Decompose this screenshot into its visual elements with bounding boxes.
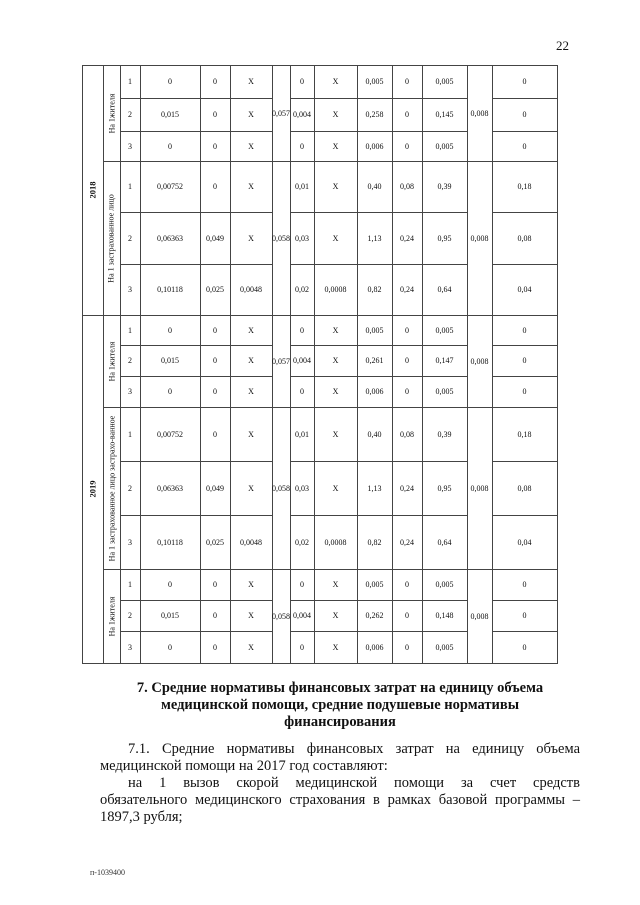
paragraph-line: 7.1. Средние нормативы финансовых затрат на единицу объема bbox=[128, 741, 580, 757]
value-cell: Х bbox=[332, 141, 339, 151]
value-cell: 0,005 bbox=[435, 580, 454, 589]
value-cell: 0 bbox=[213, 580, 217, 589]
value-cell: Х bbox=[332, 233, 339, 243]
paragraph-line: медицинской помощи на 2017 год составляют: bbox=[100, 758, 388, 774]
value-cell: 0,0008 bbox=[324, 285, 347, 294]
value-cell: Х bbox=[332, 483, 339, 493]
value-cell: Х bbox=[248, 580, 254, 589]
value-cell: 0,148 bbox=[435, 611, 454, 620]
value-cell: 0 bbox=[213, 642, 217, 652]
value-cell: Х bbox=[248, 483, 254, 493]
row-group-label bbox=[103, 65, 120, 161]
value-cell: 0,04 bbox=[517, 285, 532, 294]
value-cell: 1,13 bbox=[367, 233, 382, 243]
merged-value-cell: 0,058 bbox=[272, 611, 290, 621]
value-cell: 0,015 bbox=[161, 611, 179, 620]
row-number-cell: 3 bbox=[128, 285, 132, 294]
row-group-label-text: На 1жителя bbox=[107, 341, 117, 381]
value-cell: 0 bbox=[300, 325, 304, 335]
value-cell: Х bbox=[332, 325, 339, 335]
value-cell: 0,005 bbox=[435, 141, 454, 151]
value-cell: 0,02 bbox=[295, 537, 309, 547]
value-cell: 0 bbox=[522, 580, 527, 589]
value-cell: Х bbox=[332, 182, 339, 191]
value-cell: 0 bbox=[213, 356, 217, 365]
value-cell: 0 bbox=[300, 141, 304, 151]
value-cell: 0,39 bbox=[437, 182, 452, 191]
value-cell: 0,145 bbox=[435, 110, 454, 119]
value-cell: 0,95 bbox=[437, 233, 452, 243]
value-cell: 0,95 bbox=[437, 483, 452, 493]
value-cell: 0,18 bbox=[517, 429, 532, 439]
value-cell: 0,03 bbox=[295, 483, 309, 493]
value-cell: Х bbox=[248, 356, 254, 365]
value-cell: 0,64 bbox=[437, 285, 452, 294]
merged-value-cell: 0,008 bbox=[470, 483, 489, 493]
value-cell: Х bbox=[332, 642, 339, 652]
row-number-cell: 1 bbox=[128, 325, 132, 335]
value-cell: 0,258 bbox=[365, 110, 384, 119]
document-code: п-1039400 bbox=[90, 868, 125, 877]
value-cell: 0,004 bbox=[293, 110, 311, 119]
value-cell: 0,06363 bbox=[157, 233, 183, 243]
value-cell: 0 bbox=[522, 141, 527, 151]
value-cell: Х bbox=[248, 642, 254, 652]
value-cell: 0,08 bbox=[517, 233, 532, 243]
value-cell: Х bbox=[248, 233, 254, 243]
value-cell: 0,147 bbox=[435, 356, 454, 365]
value-cell: 0 bbox=[522, 356, 527, 365]
value-cell: Х bbox=[332, 356, 339, 365]
value-cell: 0,005 bbox=[365, 77, 384, 86]
value-cell: 0,025 bbox=[206, 285, 224, 294]
value-cell: 0,04 bbox=[517, 537, 532, 547]
value-cell: Х bbox=[332, 387, 339, 396]
value-cell: 0,005 bbox=[365, 580, 384, 589]
table-rule bbox=[82, 663, 557, 664]
value-cell: 0,08 bbox=[517, 483, 532, 493]
value-cell: 0 bbox=[213, 387, 217, 396]
value-cell: 0,00752 bbox=[157, 182, 183, 191]
value-cell: 0 bbox=[300, 580, 304, 589]
value-cell: Х bbox=[248, 611, 254, 620]
value-cell: 0 bbox=[405, 77, 409, 86]
row-group-label-text: На 1 застрахованное лицо застрахо-ванное bbox=[107, 415, 116, 561]
merged-value-cell: 0,057 bbox=[272, 356, 290, 366]
value-cell: 0 bbox=[405, 611, 409, 620]
value-cell: 0 bbox=[213, 141, 217, 151]
merged-value-cell: 0,058 bbox=[272, 233, 290, 243]
value-cell: 0,261 bbox=[365, 356, 384, 365]
value-cell: 0,006 bbox=[365, 387, 384, 396]
value-cell: 0 bbox=[213, 77, 217, 86]
row-group-label bbox=[103, 407, 120, 569]
page-number: 22 bbox=[556, 38, 569, 53]
value-cell: 0 bbox=[168, 642, 172, 652]
value-cell: 0 bbox=[522, 387, 527, 396]
value-cell: 0,08 bbox=[400, 182, 414, 191]
value-cell: 0,10118 bbox=[157, 537, 183, 547]
value-cell: 0,18 bbox=[517, 182, 532, 191]
value-cell: 0 bbox=[300, 77, 304, 86]
value-cell: 0,004 bbox=[293, 356, 311, 365]
value-cell: 0,10118 bbox=[157, 285, 183, 294]
paragraph-line: на 1 вызов скорой медицинской помощи за счет средств bbox=[128, 775, 580, 791]
row-number-cell: 1 bbox=[128, 77, 132, 86]
section-heading-line: медицинской помощи, средние подушевые нормативы bbox=[160, 697, 520, 713]
section-heading-line: 7. Средние нормативы финансовых затрат на единицу объема bbox=[136, 680, 544, 696]
table-rule bbox=[82, 315, 103, 316]
value-cell: 0 bbox=[213, 611, 217, 620]
value-cell: 0 bbox=[168, 580, 172, 589]
financial-norms-table bbox=[82, 65, 557, 663]
year-label-text: 2018 bbox=[87, 181, 98, 199]
value-cell: 0 bbox=[522, 611, 527, 620]
value-cell: 0 bbox=[405, 325, 409, 335]
value-cell: Х bbox=[332, 429, 339, 439]
value-cell: 0,0048 bbox=[240, 537, 262, 547]
value-cell: 0,06363 bbox=[157, 483, 183, 493]
value-cell: 0 bbox=[405, 642, 409, 652]
row-group-label-text: На 1жителя bbox=[107, 596, 117, 636]
value-cell: 0,262 bbox=[365, 611, 384, 620]
value-cell: Х bbox=[332, 77, 339, 86]
value-cell: 0,24 bbox=[400, 233, 414, 243]
value-cell: 0 bbox=[168, 77, 172, 86]
value-cell: 0,006 bbox=[365, 141, 384, 151]
value-cell: 0,0008 bbox=[324, 537, 347, 547]
value-cell: 0 bbox=[522, 642, 527, 652]
paragraph-7-1 bbox=[100, 741, 580, 826]
value-cell: 0 bbox=[405, 141, 409, 151]
value-cell: 0,24 bbox=[400, 537, 414, 547]
row-number-cell: 2 bbox=[128, 483, 132, 493]
value-cell: 0,015 bbox=[161, 110, 179, 119]
value-cell: 0,40 bbox=[367, 182, 382, 191]
value-cell: 1,13 bbox=[367, 483, 382, 493]
value-cell: Х bbox=[248, 110, 254, 119]
value-cell: 0,049 bbox=[206, 233, 224, 243]
value-cell: 0,025 bbox=[206, 537, 224, 547]
value-cell: 0,0048 bbox=[240, 285, 262, 294]
row-number-cell: 3 bbox=[128, 642, 132, 652]
value-cell: 0,82 bbox=[367, 285, 382, 294]
row-number-cell: 2 bbox=[128, 611, 132, 620]
value-cell: 0 bbox=[522, 325, 527, 335]
value-cell: 0,24 bbox=[400, 483, 414, 493]
merged-value-cell: 0,058 bbox=[272, 483, 290, 493]
value-cell: 0,01 bbox=[295, 429, 309, 439]
row-number-cell: 2 bbox=[128, 233, 132, 243]
year-label bbox=[82, 65, 103, 315]
merged-value-cell: 0,057 bbox=[272, 108, 290, 118]
value-cell: 0,24 bbox=[400, 285, 414, 294]
merged-value-cell: 0,008 bbox=[470, 611, 489, 621]
value-cell: 0 bbox=[405, 580, 409, 589]
value-cell: 0 bbox=[168, 387, 172, 396]
value-cell: 0,005 bbox=[435, 387, 454, 396]
value-cell: 0 bbox=[405, 387, 409, 396]
row-group-label bbox=[103, 161, 120, 315]
row-group-label bbox=[103, 569, 120, 663]
value-cell: Х bbox=[332, 110, 339, 119]
value-cell: 0,03 bbox=[295, 233, 309, 243]
value-cell: 0 bbox=[522, 77, 527, 86]
row-number-cell: 1 bbox=[128, 182, 132, 191]
value-cell: Х bbox=[248, 429, 254, 439]
value-cell: 0 bbox=[405, 110, 409, 119]
row-number-cell: 3 bbox=[128, 537, 132, 547]
merged-value-cell: 0,008 bbox=[470, 233, 489, 243]
value-cell: 0,64 bbox=[437, 537, 452, 547]
value-cell: 0,00752 bbox=[157, 429, 183, 439]
row-number-cell: 3 bbox=[128, 387, 132, 396]
value-cell: 0 bbox=[405, 356, 409, 365]
year-label-text: 2019 bbox=[87, 480, 98, 498]
value-cell: 0,40 bbox=[367, 429, 382, 439]
value-cell: 0,004 bbox=[293, 611, 311, 620]
year-label bbox=[82, 315, 103, 663]
value-cell: 0 bbox=[300, 387, 304, 396]
value-cell: 0,02 bbox=[295, 285, 309, 294]
value-cell: 0 bbox=[522, 110, 527, 119]
value-cell: Х bbox=[248, 182, 254, 191]
row-number-cell: 3 bbox=[128, 141, 132, 151]
paragraph-line: обязательного медицинского страхования в рамках базовой программы – bbox=[100, 792, 580, 808]
row-group-label-text: На 1 застрахованное лицо bbox=[107, 193, 117, 283]
row-group-label-text: На 1жителя bbox=[107, 93, 117, 133]
value-cell: Х bbox=[332, 611, 339, 620]
value-cell: 0 bbox=[213, 325, 217, 335]
row-group-label bbox=[103, 315, 120, 407]
value-cell: 0,005 bbox=[435, 325, 454, 335]
paragraph-line: 1897,3 рубля; bbox=[100, 809, 183, 825]
row-number-cell: 1 bbox=[128, 429, 132, 439]
value-cell: 0,08 bbox=[400, 429, 414, 439]
section-heading-line: финансирования bbox=[284, 714, 396, 730]
row-number-cell: 2 bbox=[128, 356, 132, 365]
value-cell: 0,005 bbox=[435, 642, 454, 652]
value-cell: 0 bbox=[168, 325, 172, 335]
value-cell: Х bbox=[248, 77, 254, 86]
value-cell: 0,01 bbox=[295, 182, 309, 191]
value-cell: 0,005 bbox=[435, 77, 454, 86]
value-cell: 0 bbox=[213, 110, 217, 119]
value-cell: Х bbox=[248, 387, 254, 396]
row-number-cell: 1 bbox=[128, 580, 132, 589]
section-heading bbox=[100, 680, 580, 731]
value-cell: Х bbox=[248, 141, 254, 151]
value-cell: 0 bbox=[300, 642, 304, 652]
value-cell: 0,049 bbox=[206, 483, 224, 493]
value-cell: 0,82 bbox=[367, 537, 382, 547]
value-cell: 0 bbox=[213, 182, 217, 191]
value-cell: Х bbox=[248, 325, 254, 335]
value-cell: Х bbox=[332, 580, 339, 589]
value-cell: 0 bbox=[213, 429, 217, 439]
row-number-cell: 2 bbox=[128, 110, 132, 119]
value-cell: 0,005 bbox=[365, 325, 384, 335]
value-cell: 0,015 bbox=[161, 356, 179, 365]
merged-value-cell: 0,008 bbox=[470, 108, 489, 118]
table-rule bbox=[557, 65, 558, 664]
value-cell: 0 bbox=[168, 141, 172, 151]
merged-value-cell: 0,008 bbox=[470, 356, 489, 366]
value-cell: 0,39 bbox=[437, 429, 452, 439]
value-cell: 0,006 bbox=[365, 642, 384, 652]
